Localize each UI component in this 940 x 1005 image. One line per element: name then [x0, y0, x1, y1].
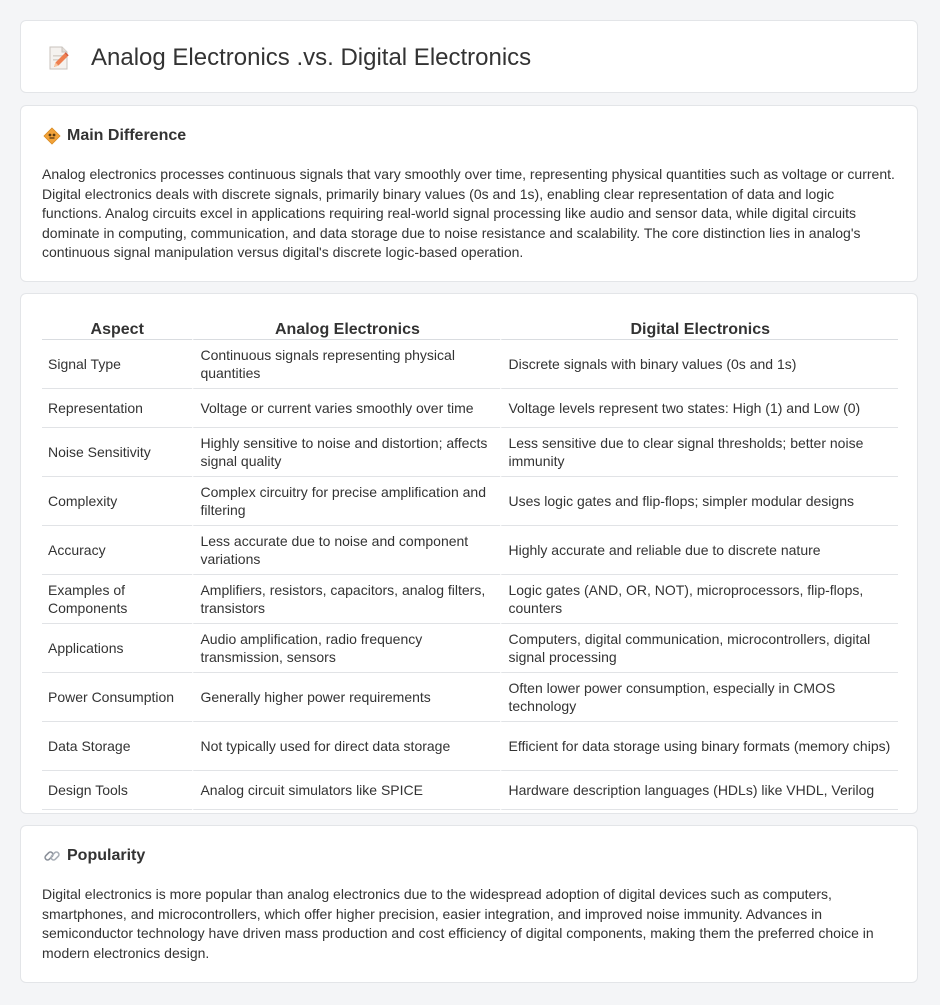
digital-cell: Logic gates (AND, OR, NOT), microprocessors, flip-flops, counters: [500, 575, 898, 624]
aspect-cell: Power Consumption: [42, 673, 192, 722]
table-row: [42, 526, 898, 575]
table-row: [42, 340, 898, 389]
aspect-cell: Complexity: [42, 477, 192, 526]
table-row: [42, 624, 898, 673]
main-difference-text: Analog electronics processes continuous signals that vary smoothly over time, representing physical quantities such as voltage or current. Digital electronics deals with discrete signals, primarily binary values (0s and 1s), enabling clear representation of data and logic functions. Analog circuits excel in applications requiring real-world signal processing like audio and sensor data, while digital circuits dominate in computing, communication, and data storage due to noise resistance and scalability. The core distinction lies in analog's continuous signal manipulation versus digital's discrete logic-based operation.: [42, 166, 895, 261]
analog-cell: Not typically used for direct data storage: [192, 722, 500, 771]
analog-cell: Less accurate due to noise and component variations: [192, 526, 500, 575]
page-title: Analog Electronics .vs. Digital Electronics: [91, 44, 532, 71]
diamond-sign-icon: [43, 127, 61, 145]
analog-cell: Audio amplification, radio frequency transmission, sensors: [192, 624, 500, 673]
table-row: [42, 575, 898, 624]
link-icon: [43, 847, 61, 865]
digital-cell: Less sensitive due to clear signal thresholds; better noise immunity: [500, 428, 898, 477]
popularity-text: Digital electronics is more popular than analog electronics due to the widespread adoption of digital devices such as computers, smartphones, and microcontrollers, which offer higher precision, easier integration, and improved noise immunity. Advances in semiconductor technology have driven mass production and cost efficiency of digital components, making them the preferred choice in modern electronics design.: [42, 886, 874, 961]
table-row: [42, 722, 898, 771]
comparison-section: [20, 293, 918, 814]
digital-cell: Discrete signals with binary values (0s and 1s): [500, 340, 898, 389]
main-difference-section: [20, 105, 918, 282]
aspect-cell: Signal Type: [42, 340, 192, 389]
aspect-cell: Noise Sensitivity: [42, 428, 192, 477]
analog-cell: Amplifiers, resistors, capacitors, analog filters, transistors: [192, 575, 500, 624]
document-pencil-icon: [47, 45, 71, 71]
aspect-cell: Accuracy: [42, 526, 192, 575]
header-analog: Analog Electronics: [192, 316, 500, 340]
table-row: [42, 673, 898, 722]
popularity-section: [20, 825, 918, 983]
analog-cell: Generally higher power requirements: [192, 673, 500, 722]
popularity-title: Popularity: [67, 847, 146, 864]
table-row: [42, 428, 898, 477]
aspect-cell: Design Tools: [42, 771, 192, 810]
header-digital: Digital Electronics: [500, 316, 898, 340]
analog-cell: Highly sensitive to noise and distortion; affects signal quality: [192, 428, 500, 477]
analog-cell: Voltage or current varies smoothly over time: [192, 389, 500, 428]
comparison-table: [42, 316, 898, 810]
table-row: [42, 389, 898, 428]
aspect-cell: Applications: [42, 624, 192, 673]
analog-cell: Analog circuit simulators like SPICE: [192, 771, 500, 810]
title-card: [20, 20, 918, 93]
analog-cell: Continuous signals representing physical quantities: [192, 340, 500, 389]
digital-cell: Uses logic gates and flip-flops; simpler modular designs: [500, 477, 898, 526]
digital-cell: Computers, digital communication, microcontrollers, digital signal processing: [500, 624, 898, 673]
title-row: [47, 43, 531, 73]
table-row: [42, 771, 898, 810]
digital-cell: Efficient for data storage using binary formats (memory chips): [500, 722, 898, 771]
aspect-cell: Examples of Components: [42, 575, 192, 624]
digital-cell: Voltage levels represent two states: High (1) and Low (0): [500, 389, 898, 428]
main-difference-header: [43, 127, 186, 145]
header-aspect: Aspect: [42, 316, 192, 340]
aspect-cell: Representation: [42, 389, 192, 428]
table-header-row: [42, 316, 898, 340]
analog-cell: Complex circuitry for precise amplification and filtering: [192, 477, 500, 526]
table-row: [42, 477, 898, 526]
digital-cell: Hardware description languages (HDLs) like VHDL, Verilog: [500, 771, 898, 810]
digital-cell: Often lower power consumption, especially in CMOS technology: [500, 673, 898, 722]
digital-cell: Highly accurate and reliable due to discrete nature: [500, 526, 898, 575]
main-difference-title: Main Difference: [67, 127, 187, 144]
popularity-header: [43, 847, 145, 865]
aspect-cell: Data Storage: [42, 722, 192, 771]
